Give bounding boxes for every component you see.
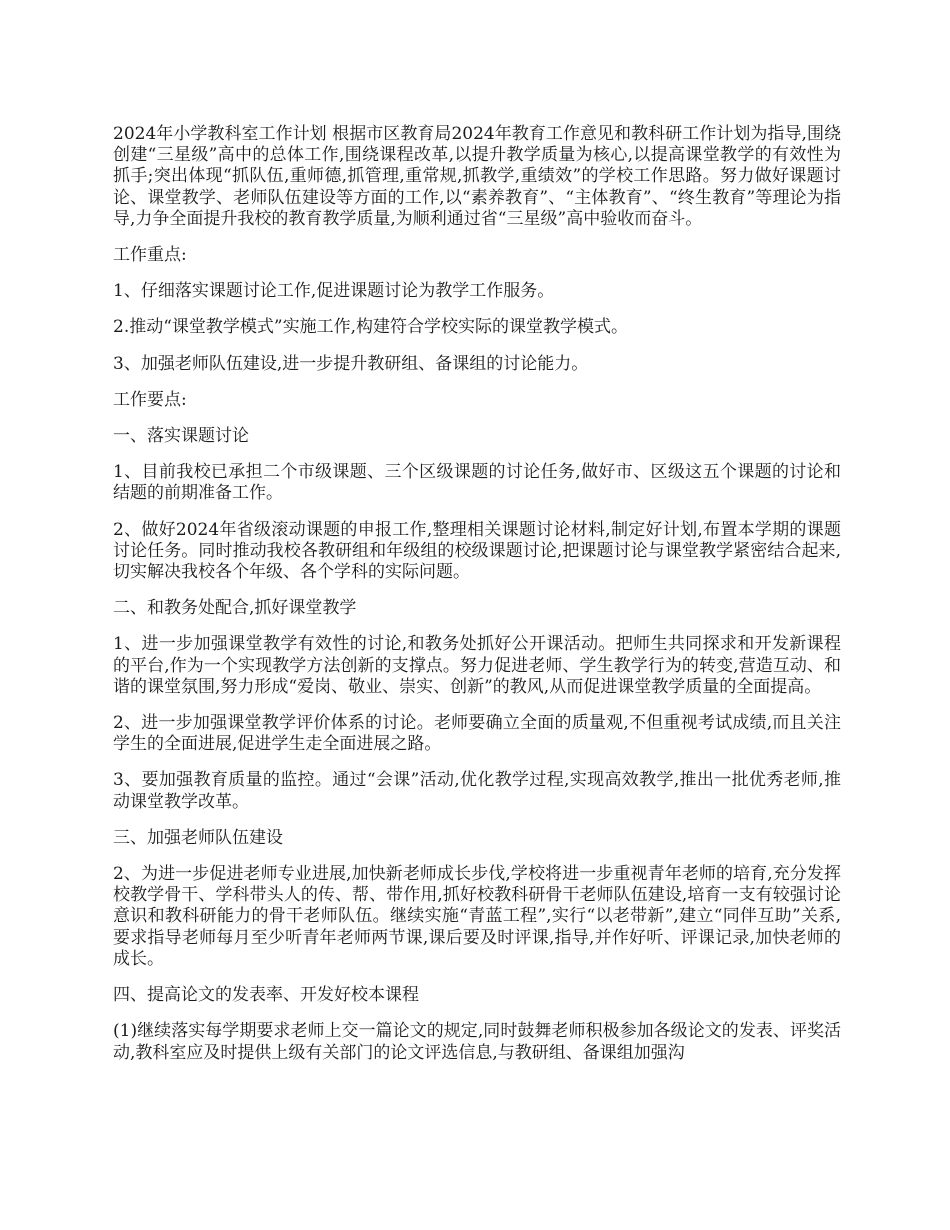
classroom-item-2: 2、进一步加强课堂教学评价体系的讨论。老师要确立全面的质量观,不但重视考试成绩,而且关注学生的全面进展,促进学生走全面进展之路。: [113, 713, 841, 755]
papers-item-1: (1)继续落实每学期要求老师上交一篇论文的规定,同时鼓舞老师积极参加各级论文的发表、评奖活动,教科室应及时提供上级有关部门的论文评选信息,与教研组、备课组加强沟: [113, 1021, 841, 1063]
document-page: [113, 124, 841, 1079]
intro-paragraph: 2024年小学教科室工作计划 根据市区教育局2024年教育工作意见和教科研工作计划为指导,围绕创建“三星级”高中的总体工作,围绕课程改革,以提升教学质量为核心,以提高课堂教学的有效性为抓手;突出体现“抓队伍,重师德,抓管理,重常规,抓教学,重绩效”的学校工作思路。努力做好课题讨论、课堂教学、老师队伍建设等方面的工作,以“素养教育”、“主体教育”、“终生教育”等理论为指导,力争全面提升我校的教育教学质量,为顺利通过省“三星级”高中验收而奋斗。: [113, 124, 841, 229]
key-point-3: 3、加强老师队伍建设,进一步提升教研组、备课组的讨论能力。: [113, 353, 589, 374]
classroom-item-3: 3、要加强教育质量的监控。通过“会课”活动,优化教学过程,实现高效教学,推出一批优秀老师,推动课堂教学改革。: [113, 770, 841, 812]
subheading-teachers: 三、加强老师队伍建设: [113, 827, 283, 848]
section-heading-key-points: 工作重点:: [113, 245, 187, 266]
section-heading-work-items: 工作要点:: [113, 389, 187, 410]
key-point-2: 2.推动“课堂教学模式”实施工作,构建符合学校实际的课堂教学模式。: [113, 317, 629, 338]
research-item-2: 2、做好2024年省级滚动课题的申报工作,整理相关课题讨论材料,制定好计划,布置本学期的课题讨论任务。同时推动我校各教研组和年级组的校级课题讨论,把课题讨论与课堂教学紧密结合起来,切实解决我校各个年级、各个学科的实际问题。: [113, 519, 841, 583]
classroom-item-1: 1、进一步加强课堂教学有效性的讨论,和教务处抓好公开课活动。把师生共同探求和开发新课程的平台,作为一个实现教学方法创新的支撑点。努力促进老师、学生教学行为的转变,营造互动、和谐的课堂氛围,努力形成“爱岗、敬业、崇实、创新”的教风,从而促进课堂教学质量的全面提高。: [113, 634, 841, 697]
subheading-classroom: 二、和教务处配合,抓好课堂教学: [113, 598, 357, 619]
key-point-1: 1、仔细落实课题讨论工作,促进课题讨论为教学工作服务。: [113, 281, 555, 302]
subheading-papers: 四、提高论文的发表率、开发好校本课程: [113, 985, 419, 1006]
teachers-item-2: 2、为进一步促进老师专业进展,加快新老师成长步伐,学校将进一步重视青年老师的培育,充分发挥校教学骨干、学科带头人的传、帮、带作用,抓好校教科研骨干老师队伍建设,培育一支有较强讨论意识和教科研能力的骨干老师队伍。继续实施“青蓝工程”,实行“以老带新”,建立“同伴互助”关系,要求指导老师每月至少听青年老师两节课,课后要及时评课,指导,并作好听、评课记录,加快老师的成长。: [113, 864, 841, 969]
research-item-1: 1、目前我校已承担二个市级课题、三个区级课题的讨论任务,做好市、区级这五个课题的讨论和结题的前期准备工作。: [113, 462, 841, 504]
subheading-research: 一、落实课题讨论: [113, 426, 249, 447]
